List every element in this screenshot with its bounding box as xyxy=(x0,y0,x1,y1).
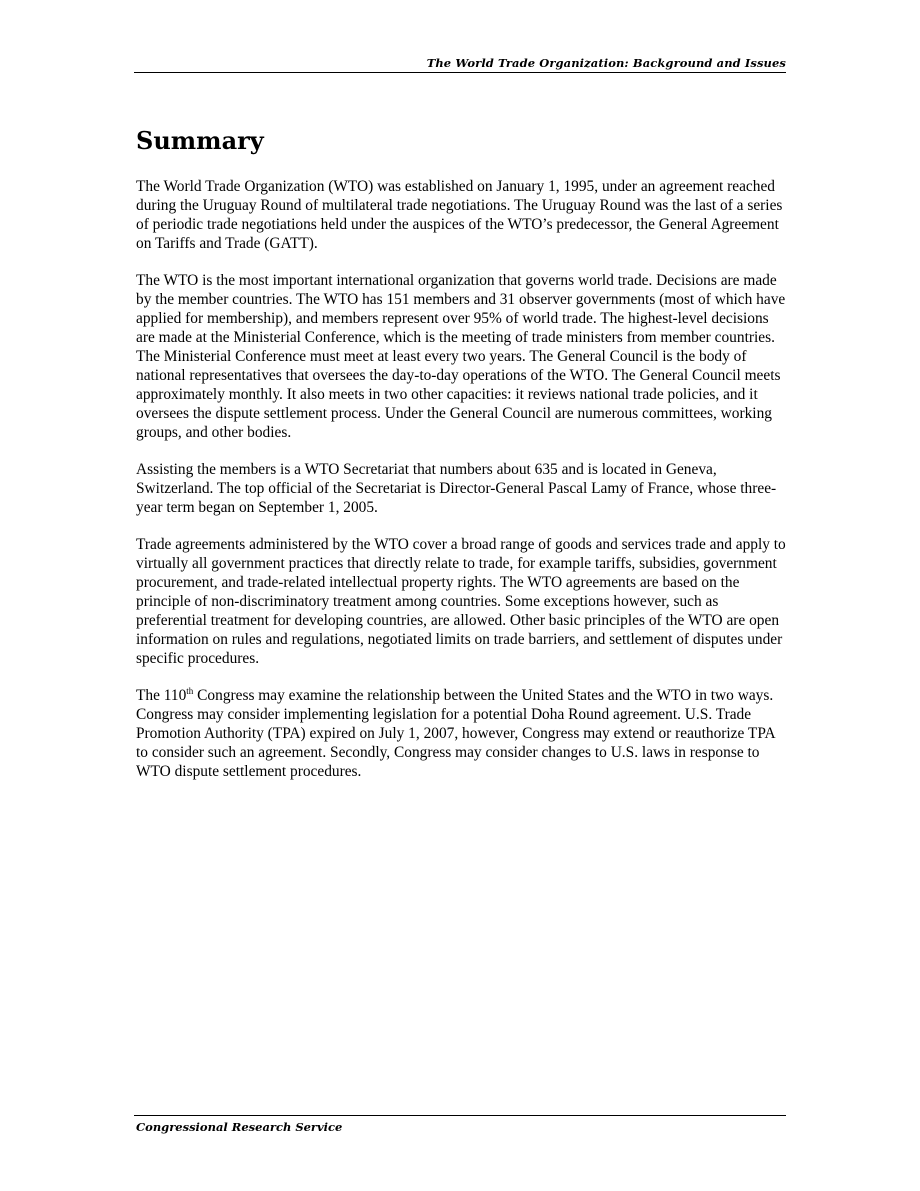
paragraph-governance: The WTO is the most important international organization that governs world trade. Decisions are made by the member countries. The WTO has 151 members and 31 observer governments (most of which have applied for membership), and members represent over 95% of world trade. The highest-level decisions are made at the Ministerial Conference, which is the meeting of trade ministers from member countries. The Ministerial Conference must meet at least every two years. The General Council is the body of national representatives that oversees the day-to-day operations of the WTO. The General Council meets approximately monthly. It also meets in two other capacities: it reviews national trade policies, and it oversees the dispute settlement process. Under the General Council are numerous committees, working groups, and other bodies. xyxy=(136,272,786,441)
summary-body xyxy=(136,177,790,799)
paragraph-secretariat: Assisting the members is a WTO Secretariat that numbers about 635 and is located in Geneva, Switzerland. The top official of the Secretariat is Director-General Pascal Lamy of France, whose three-year term began on September 1, 2005. xyxy=(136,461,777,516)
header-divider xyxy=(134,72,786,73)
congress-rest-text: Congress may examine the relationship between the United States and the WTO in two ways. Congress may consider implementing legislation for a potential Doha Round agreement. U.S. Trade Promotion Authority (TPA) expired on July 1, 2007, however, Congress may extend or reauthorize TPA to consider such an agreement. Secondly, Congress may consider changes to U.S. laws in response to WTO dispute settlement procedures. xyxy=(136,687,775,780)
paragraph-congress xyxy=(136,686,790,781)
paragraph-establishment: The World Trade Organization (WTO) was established on January 1, 1995, under an agreement reached during the Uruguay Round of multilateral trade negotiations. The Uruguay Round was the last of a series of periodic trade negotiations held under the auspices of the WTO’s predecessor, the General Agreement on Tariffs and Trade (GATT). xyxy=(136,178,783,252)
congress-lead-text: The 110 xyxy=(136,687,187,704)
ordinal-superscript: th xyxy=(186,686,194,696)
page-title: Summary xyxy=(136,126,264,155)
running-footer: Congressional Research Service xyxy=(136,1120,343,1134)
paragraph-trade-agreements: Trade agreements administered by the WTO cover a broad range of goods and services trade and apply to virtually all government practices that directly relate to trade, for example tariffs, subsidies, government procurement, and trade-related intellectual property rights. The WTO agreements are based on the principle of non-discriminatory treatment among countries. Some exceptions however, such as preferential treatment for developing countries, are allowed. Other basic principles of the WTO are open information on rules and regulations, negotiated limits on trade barriers, and settlement of disputes under specific procedures. xyxy=(136,536,786,667)
running-header: The World Trade Organization: Background and Issues xyxy=(426,56,786,70)
footer-divider xyxy=(134,1115,786,1116)
